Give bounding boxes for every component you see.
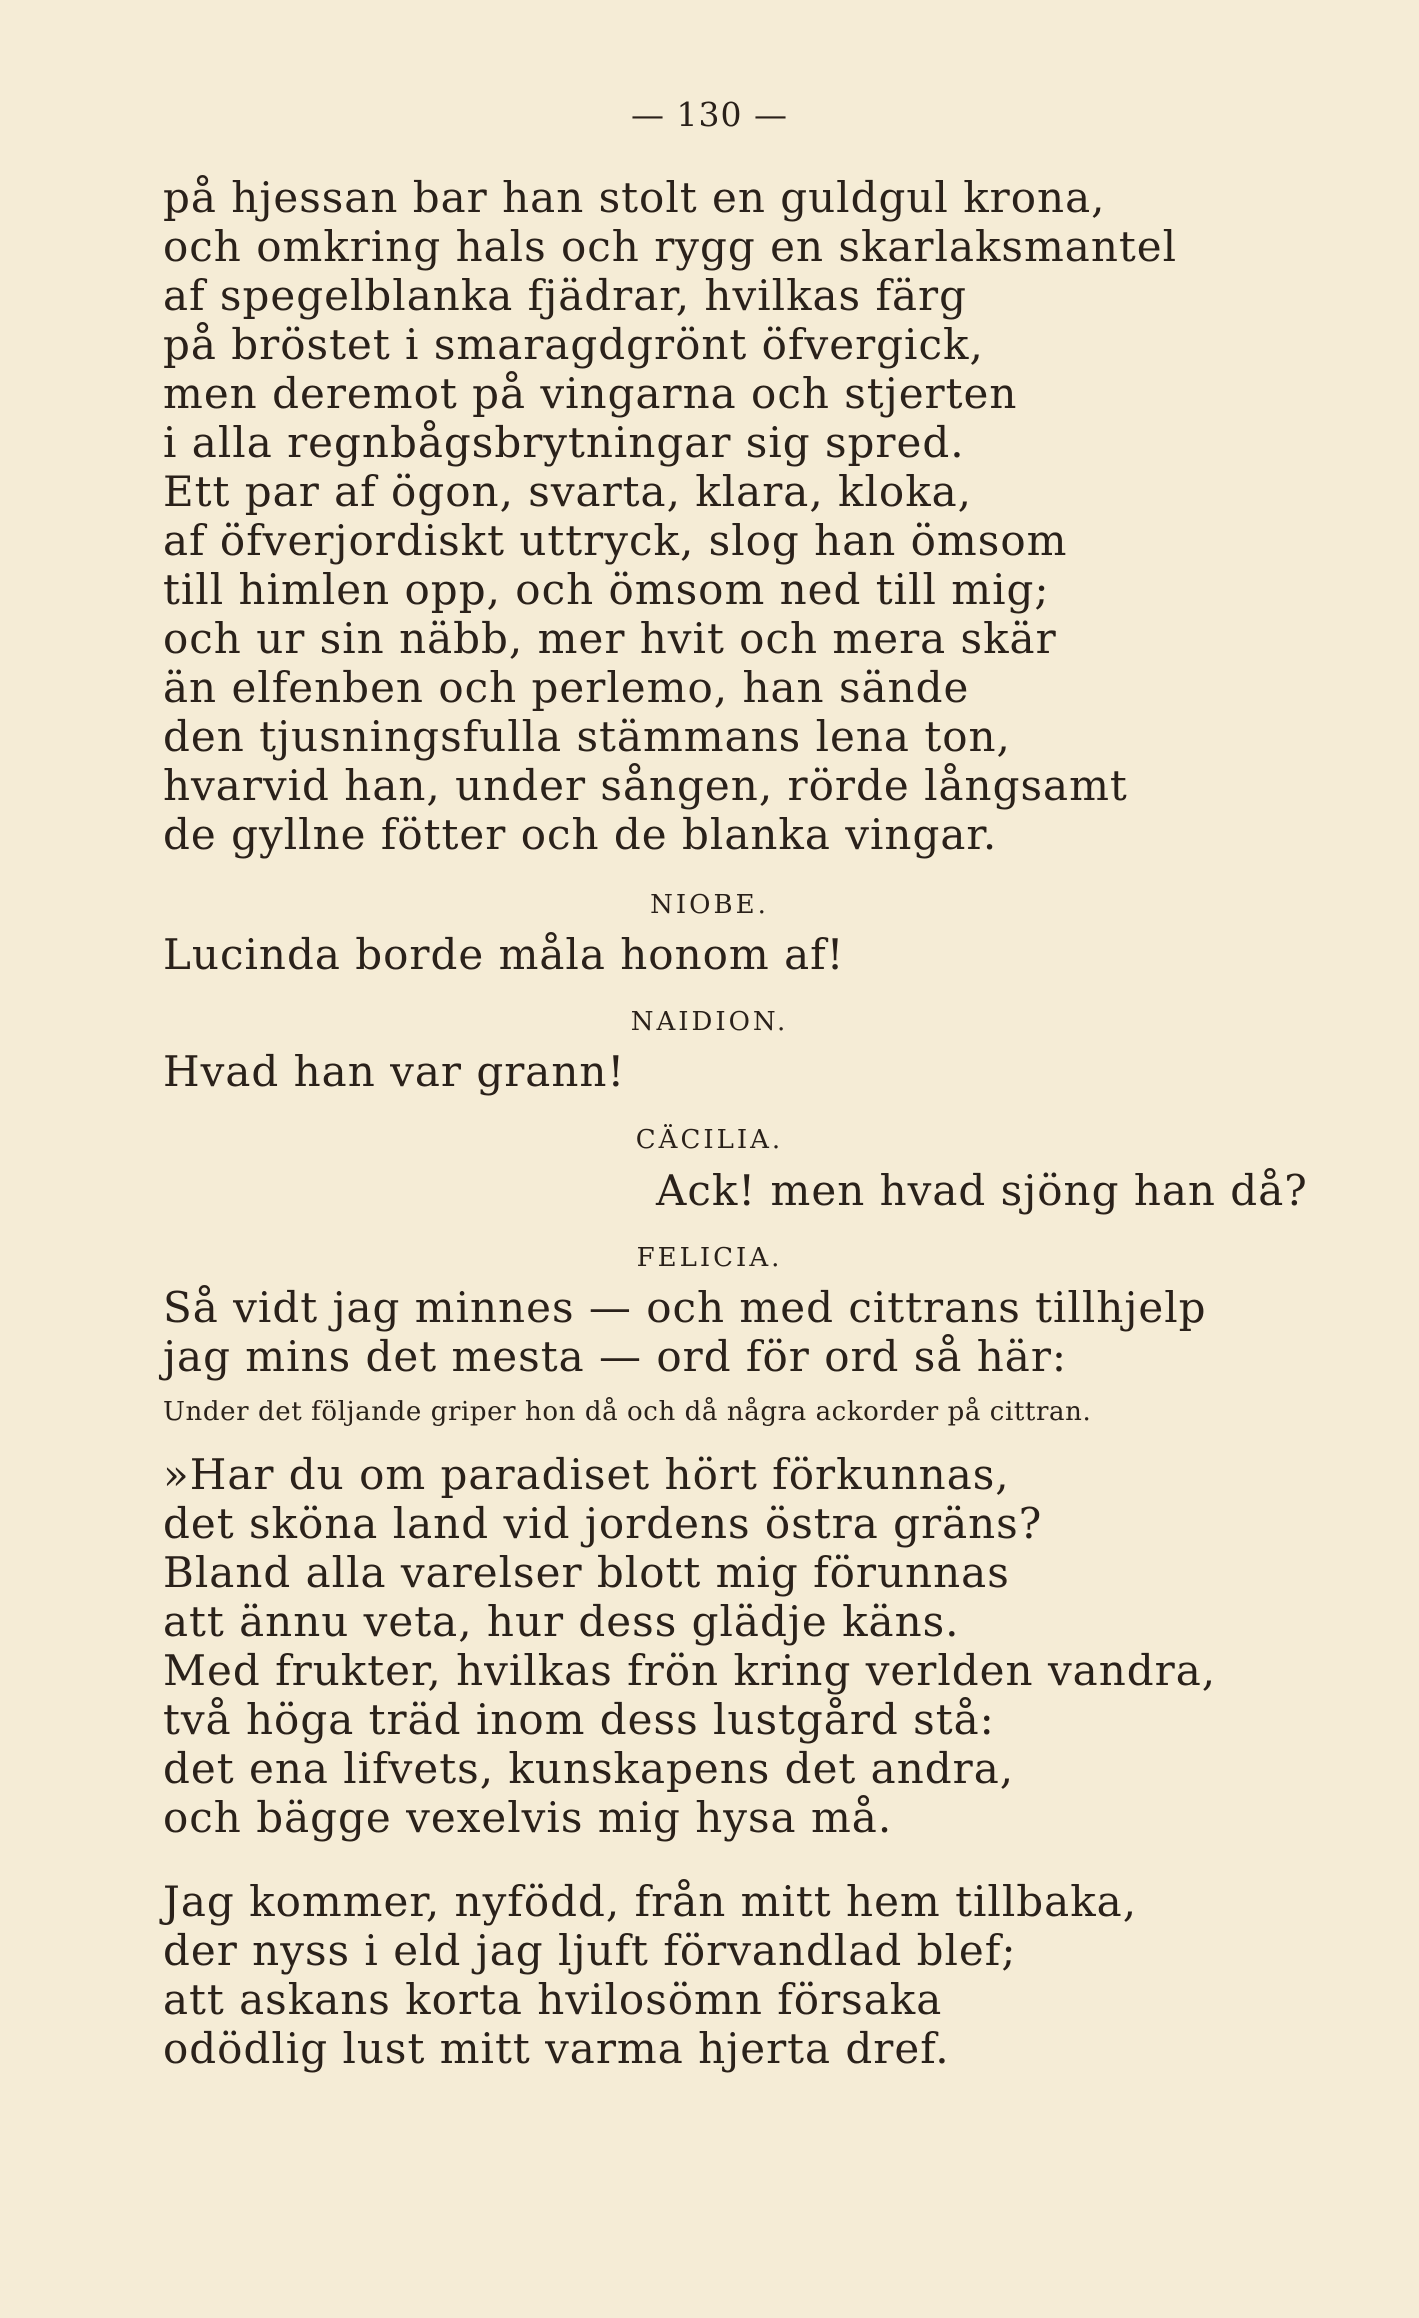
- naidion-line: Hvad han var grann!: [163, 1047, 626, 1096]
- verse-line: men deremot på vingarna och stjerten: [163, 369, 1018, 418]
- cacilia-line: Ack! men hvad sjöng han då?: [656, 1166, 1308, 1215]
- verse-line: på bröstet i smaragdgrönt öfvergick,: [163, 320, 984, 369]
- song-line: och bägge vexelvis mig hysa må.: [163, 1793, 893, 1842]
- song-line: Med frukter, hvilkas frön kring verlden vandra,: [163, 1646, 1217, 1695]
- song-line: Bland alla varelser blott mig förunnas: [163, 1548, 1010, 1597]
- song-line: att askans korta hvilosömn försaka: [163, 1975, 943, 2024]
- song-line: odödlig lust mitt varma hjerta dref.: [163, 2024, 950, 2073]
- song-line: att ännu veta, hur dess glädje käns.: [163, 1597, 960, 1646]
- song-line: det sköna land vid jordens östra gräns?: [163, 1499, 1043, 1548]
- song-line: »Har du om paradiset hört förkunnas,: [163, 1450, 1010, 1499]
- niobe-line: Lucinda borde måla honom af!: [163, 930, 845, 979]
- verse-line: till himlen opp, och ömsom ned till mig;: [163, 565, 1050, 614]
- verse-line: den tjusningsfulla stämmans lena ton,: [163, 712, 1011, 761]
- verse-line: hvarvid han, under sången, rörde långsamt: [163, 761, 1128, 810]
- verse-line: och omkring hals och rygg en skarlaksmantel: [163, 222, 1178, 271]
- song-line: två höga träd inom dess lustgård stå:: [163, 1695, 995, 1744]
- verse-line: än elfenben och perlemo, han sände: [163, 663, 970, 712]
- felicia-lines: [163, 1283, 1207, 1381]
- verse-line: Ett par af ögon, svarta, klara, kloka,: [163, 467, 973, 516]
- verse-line: på hjessan bar han stolt en guldgul krona,: [163, 173, 1106, 222]
- song-line: Jag kommer, nyfödd, från mitt hem tillbaka,: [163, 1877, 1138, 1926]
- song-line: det ena lifvets, kunskapens det andra,: [163, 1744, 1015, 1793]
- song-stanza-1: [163, 1450, 1216, 1842]
- felicia-line: jag mins det mesta — ord för ord så här:: [163, 1332, 1068, 1381]
- speaker-felicia: FELICIA.: [636, 1243, 783, 1273]
- speaker-naidion: NAIDION.: [630, 1007, 789, 1037]
- speaker-cacilia: CÄCILIA.: [635, 1125, 784, 1155]
- verse-line: af öfverjordiskt uttryck, slog han ömsom: [163, 516, 1068, 565]
- verse-line: de gyllne fötter och de blanka vingar.: [163, 810, 998, 859]
- page-number: — 130 —: [631, 95, 788, 134]
- song-line: der nyss i eld jag ljuft förvandlad blef;: [163, 1926, 1017, 1975]
- verse-line: och ur sin näbb, mer hvit och mera skär: [163, 614, 1057, 663]
- opening-verse: [163, 173, 1177, 859]
- verse-line: af spegelblanka fjädrar, hvilkas färg: [163, 271, 968, 320]
- verse-line: i alla regnbågsbrytningar sig spred.: [163, 418, 965, 467]
- speaker-niobe: NIOBE.: [650, 890, 769, 920]
- felicia-line: Så vidt jag minnes — och med cittrans tillhjelp: [163, 1283, 1207, 1332]
- stage-direction: Under det följande griper hon då och då några ackorder på cittran.: [163, 1397, 1092, 1427]
- song-stanza-2: [163, 1877, 1137, 2073]
